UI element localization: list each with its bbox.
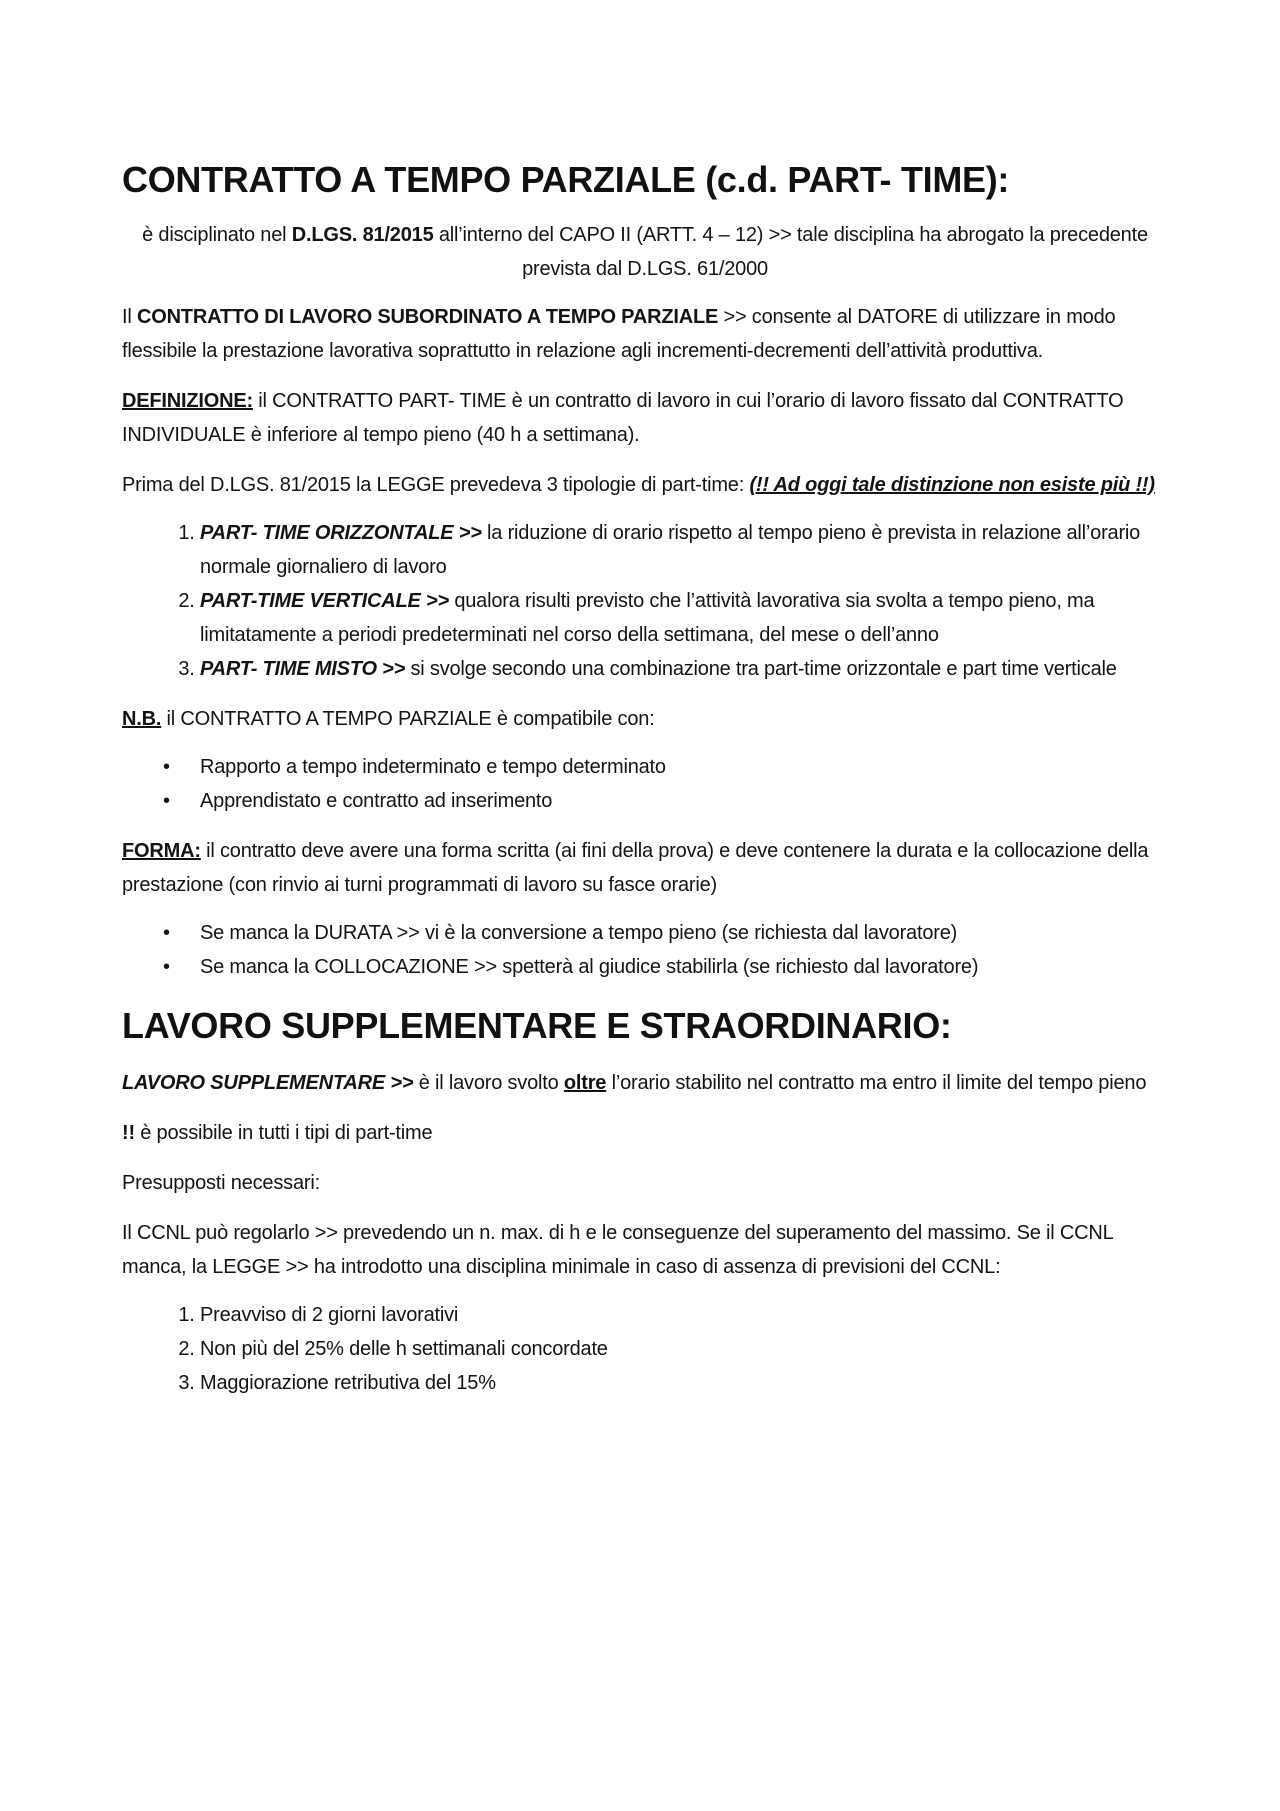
prima-note: (!! Ad oggi tale distinzione non esiste più !!) (749, 474, 1155, 496)
list-item: • Rapporto a tempo indeterminato e tempo determinato (200, 750, 1168, 784)
contratto-bold: CONTRATTO DI LAVORO SUBORDINATO A TEMPO PARZIALE (136, 306, 719, 328)
presupposti-paragraph: Presupposti necessari: (122, 1172, 320, 1194)
list-item (200, 516, 1168, 584)
forma-text: il contratto deve avere una forma scritta (ai fini della prova) e deve contenere la durata e la collocazione della prestazione (con rinvio ai turni programmati di lavoro su fasce orarie) (122, 840, 1149, 896)
ccnl-paragraph: Il CCNL può regolarlo >> prevedendo un n. max. di h e le conseguenze del superamento del massimo. Se il CCNL manca, la LEGGE >> ha introdotto una disciplina minimale in caso di assenza di previsioni del CCNL: (122, 1222, 1113, 1278)
tipologia-label: PART-TIME VERTICALE >> (200, 590, 449, 612)
possibile-paragraph (122, 1116, 1168, 1150)
regole-list (122, 1298, 1168, 1400)
list-item: • Se manca la COLLOCAZIONE >> spetterà al giudice stabilirla (se richiesto dal lavoratore) (200, 950, 1168, 984)
nb-paragraph (122, 702, 1168, 736)
forma-label: FORMA: (122, 840, 201, 862)
list-item (200, 652, 1168, 686)
definizione-paragraph (122, 384, 1168, 452)
list-item: • Apprendistato e contratto ad inserimento (200, 784, 1168, 818)
prima-text: Prima del D.LGS. 81/2015 la LEGGE prevedeva 3 tipologie di part-time: (122, 474, 750, 496)
tipologia-label: PART- TIME ORIZZONTALE >> (200, 522, 482, 544)
compatibile-list (122, 750, 1168, 818)
title-contratto-tempo-parziale: CONTRATTO A TEMPO PARZIALE (c.d. PART- TIME): (122, 159, 1010, 200)
list-item: 2. Non più del 25% delle h settimanali concordate (200, 1332, 1168, 1366)
possibile-text: è possibile in tutti i tipi di part-time (134, 1122, 433, 1144)
intro-text-1: è disciplinato nel (142, 224, 292, 246)
contratto-text-1: Il (122, 306, 137, 328)
supplementare-paragraph (122, 1066, 1168, 1100)
forma-list (122, 916, 1168, 984)
forma-paragraph (122, 834, 1168, 902)
definizione-label: DEFINIZIONE: (122, 390, 253, 412)
nb-label: N.B. (122, 708, 162, 730)
definizione-text: il CONTRATTO PART- TIME è un contratto di lavoro in cui l’orario di lavoro fissato dal CONTRATTO INDIVIDUALE è inferiore al tempo pieno (40 h a settimana). (122, 390, 1124, 446)
tipologia-text: qualora risulti previsto che l’attività lavorativa sia svolta a tempo pieno, ma limitatamente a periodi predeterminati nel corso della settimana, del mese o dell’anno (200, 590, 1095, 646)
title-lavoro-supplementare: LAVORO SUPPLEMENTARE E STRAORDINARIO: (122, 1005, 952, 1046)
tipologia-text: la riduzione di orario rispetto al tempo pieno è prevista in relazione all’orario normale giornaliero di lavoro (200, 522, 1141, 578)
list-item: 1. Preavviso di 2 giorni lavorativi (200, 1298, 1168, 1332)
intro-paragraph (122, 218, 1168, 286)
warning-mark: !! (122, 1122, 135, 1144)
contratto-text-2: >> consente al DATORE di utilizzare in modo flessibile la prestazione lavorativa soprattutto in relazione agli incrementi-decrementi dell’attività produttiva. (122, 306, 1116, 362)
intro-bold-law: D.LGS. 81/2015 (291, 224, 434, 246)
tipologie-list (122, 516, 1168, 686)
oltre-word: oltre (563, 1072, 607, 1094)
list-item: 3. Maggiorazione retributiva del 15% (200, 1366, 1168, 1400)
supplementare-text-2: l’orario stabilito nel contratto ma entro il limite del tempo pieno (606, 1072, 1147, 1094)
list-item (200, 584, 1168, 652)
intro-text-2: all’interno del CAPO II (ARTT. 4 – 12) >> tale disciplina ha abrogato la precedente prevista dal D.LGS. 61/2000 (433, 224, 1148, 280)
supplementare-text-1: è il lavoro svolto (413, 1072, 564, 1094)
supplementare-label: LAVORO SUPPLEMENTARE >> (122, 1072, 414, 1094)
tipologia-label: PART- TIME MISTO >> (200, 658, 406, 680)
tipologia-text: si svolge secondo una combinazione tra part-time orizzontale e part time verticale (405, 658, 1117, 680)
nb-text: il CONTRATTO A TEMPO PARZIALE è compatibile con: (161, 708, 655, 730)
contratto-paragraph (122, 300, 1168, 368)
prima-paragraph (122, 468, 1168, 502)
list-item: • Se manca la DURATA >> vi è la conversione a tempo pieno (se richiesta dal lavoratore) (200, 916, 1168, 950)
